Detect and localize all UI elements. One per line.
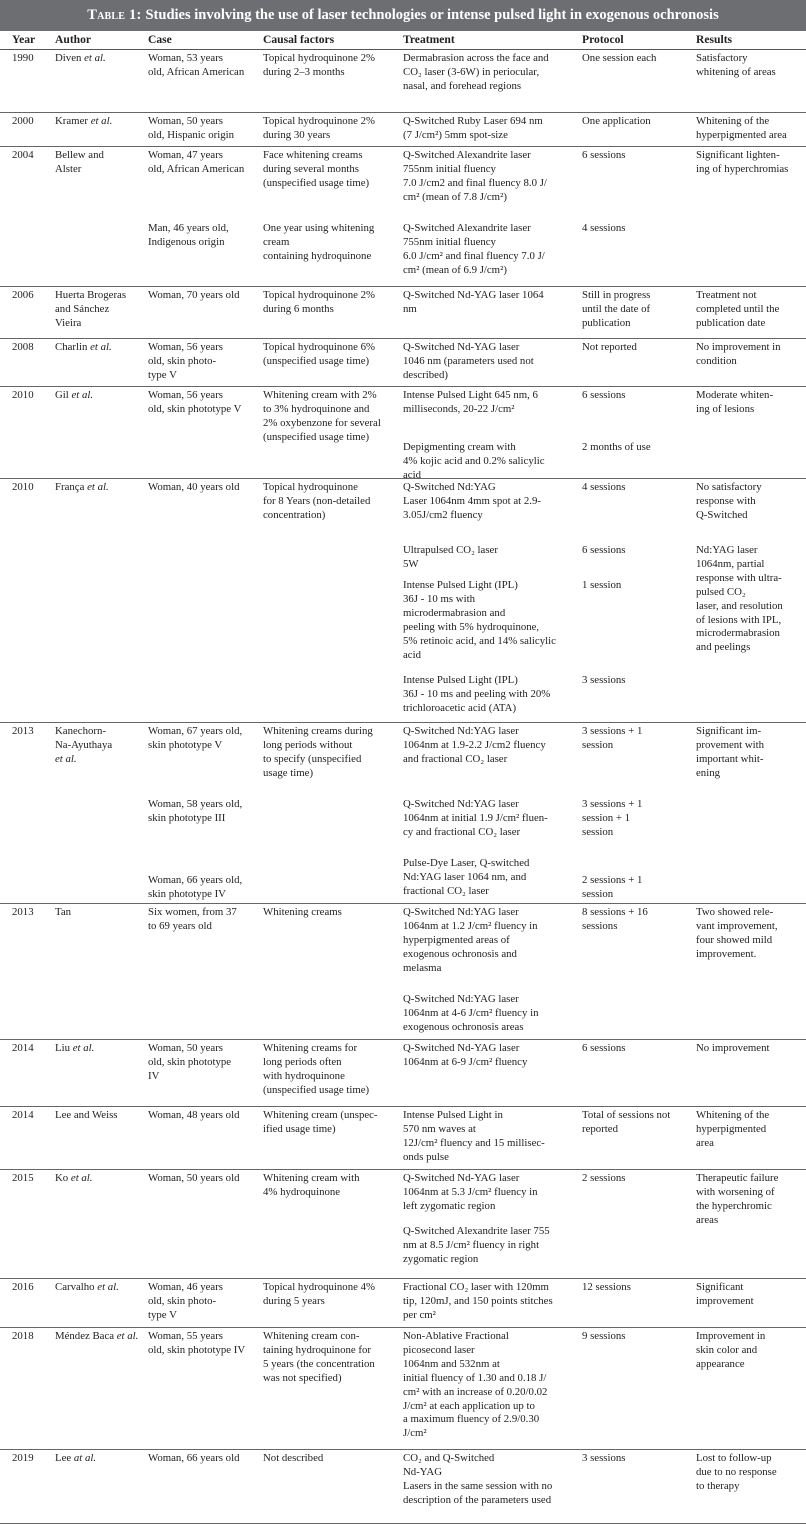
- cell-year: 2018: [12, 1330, 34, 1342]
- table-row: [0, 478, 806, 723]
- cell-year: 2008: [12, 341, 34, 353]
- cell-treatment: Q-Switched Nd:YAG laser 1064nm at 1.9-2.2 J/cm2 fluency and fractional CO₂ laser: [403, 725, 546, 765]
- cell-treatment: Q-Switched Nd:YAG Laser 1064nm 4mm spot at 2.9- 3.05J/cm2 fluency: [403, 481, 541, 521]
- cell-result: Lost to follow-up due to no response to therapy: [696, 1452, 777, 1492]
- cell-treatment: Intense Pulsed Light (IPL) 36J - 10 ms with microdermabrasion and peeling with 5% hydroquinone, 5% retinoic acid, and 14% salicylic acid: [403, 579, 556, 661]
- table-row: [0, 1106, 806, 1170]
- cell-treatment: Dermabrasion across the face and CO₂ laser (3-6W) in periocular, nasal, and forehead regions: [403, 52, 549, 92]
- author-et-al: et al.: [90, 341, 112, 353]
- author-et-al: et al.: [71, 389, 94, 401]
- cell-author: [55, 906, 145, 920]
- author-name: Diven: [55, 52, 82, 64]
- cell-author: [55, 289, 145, 331]
- cell-case: Man, 46 years old, Indigenous origin: [148, 222, 229, 248]
- author-et-al: et al.: [84, 52, 106, 64]
- cell-treatment: Intense Pulsed Light (IPL) 36J - 10 ms and peeling with 20% trichloroacetic acid (ATA): [403, 674, 551, 714]
- cell-year: 2014: [12, 1109, 34, 1121]
- cell-protocol: 12 sessions: [582, 1281, 631, 1293]
- author-name: Kramer: [55, 115, 88, 127]
- table-row: [0, 286, 806, 339]
- cell-year: 2010: [12, 481, 34, 493]
- author-et-al: et al.: [116, 1330, 139, 1342]
- table-row: [0, 903, 806, 1040]
- cell-author: [55, 481, 145, 495]
- header-author: Author: [55, 33, 92, 46]
- cell-protocol: 4 sessions: [582, 481, 626, 493]
- cell-causal-factor: Not described: [263, 1452, 324, 1464]
- cell-result: Whitening of the hyperpigmented area: [696, 115, 787, 141]
- cell-causal-factor: Topical hydroquinone 4% during 5 years: [263, 1281, 375, 1307]
- author-name: Méndez Baca: [55, 1330, 115, 1342]
- cell-protocol: 1 session: [582, 579, 622, 591]
- cell-year: 2000: [12, 115, 34, 127]
- cell-author: [55, 1452, 145, 1466]
- author-et-al: et al.: [90, 115, 113, 127]
- cell-treatment: Q-Switched Nd-YAG laser 1064nm at 5.3 J/cm² fluency in left zygomatic region: [403, 1172, 538, 1212]
- cell-treatment: Q-Switched Nd:YAG laser 1064nm at initial 1.9 J/cm² fluen- cy and fractional CO₂ laser: [403, 798, 548, 838]
- table-row: [0, 1327, 806, 1450]
- author-name: Lee and Weiss: [55, 1109, 118, 1121]
- cell-causal-factor: Topical hydroquinone 2% during 6 months: [263, 289, 375, 315]
- author-name: Kanechorn- Na-Ayuthaya: [55, 725, 113, 751]
- cell-author: [55, 52, 145, 66]
- cell-case: Woman, 67 years old, skin phototype V: [148, 725, 243, 751]
- cell-causal-factor: Whitening creams: [263, 906, 342, 918]
- cell-treatment: Q-Switched Alexandrite laser 755nm initial fluency 7.0 J/cm2 and final fluency 8.0 J/ cm² (mean of 7.8 J/cm²): [403, 149, 547, 203]
- cell-causal-factor: Topical hydroquinone 6% (unspecified usage time): [263, 341, 375, 367]
- author-name: Tan: [55, 906, 72, 918]
- header-protocol: Protocol: [582, 33, 624, 46]
- cell-case: Woman, 66 years old: [148, 1452, 240, 1464]
- cell-protocol: 6 sessions: [582, 389, 626, 401]
- author-name: Carvalho: [55, 1281, 95, 1293]
- cell-author: [55, 1330, 145, 1344]
- cell-causal-factor: Face whitening creams during several months (unspecified usage time): [263, 149, 370, 189]
- table-row: [0, 1169, 806, 1279]
- cell-causal-factor: Whitening cream (unspec- ified usage time): [263, 1109, 378, 1135]
- cell-treatment: Q-Switched Nd-YAG laser 1064nm at 6-9 J/cm² fluency: [403, 1042, 528, 1068]
- table-row: [0, 1039, 806, 1107]
- author-et-al: et al.: [87, 481, 109, 493]
- cell-treatment: Q-Switched Ruby Laser 694 nm (7 J/cm²) 5mm spot-size: [403, 115, 543, 141]
- cell-protocol: 4 sessions: [582, 222, 626, 234]
- cell-treatment: Q-Switched Nd:YAG laser 1064nm at 1.2 J/cm² fluency in hyperpigmented areas of exogenous ochronosis and melasma: [403, 906, 538, 974]
- cell-causal-factor: Topical hydroquinone 2% during 30 years: [263, 115, 375, 141]
- cell-causal-factor: Whitening cream with 4% hydroquinone: [263, 1172, 360, 1198]
- cell-case: Woman, 40 years old: [148, 481, 240, 493]
- cell-year: 2013: [12, 906, 34, 918]
- cell-causal-factor: Whitening cream con- taining hydroquinone for 5 years (the concentration was not specified): [263, 1330, 375, 1384]
- cell-treatment: Q-Switched Alexandrite laser 755 nm at 8.5 J/cm² fluency in right zygomatic region: [403, 1225, 550, 1265]
- cell-causal-factor: Topical hydroquinone 2% during 2–3 months: [263, 52, 375, 78]
- cell-year: 2019: [12, 1452, 34, 1464]
- cell-result: Therapeutic failure with worsening of the hyperchromic areas: [696, 1172, 779, 1226]
- cell-treatment: Q-Switched Nd-YAG laser 1046 nm (parameters used not described): [403, 341, 534, 381]
- cell-treatment: Non-Ablative Fractional picosecond laser 1064nm and 532nm at initial fluency of 1.30 and 0.18 J/ cm² with an increase of 0.20/0.02 J/cm² at each application up to a maximum fluency of 2.9/0.30 J/cm²: [403, 1330, 548, 1440]
- cell-protocol: 6 sessions: [582, 1042, 626, 1054]
- cell-treatment: Fractional CO₂ laser with 120mm tip, 120mJ, and 150 points stitches per cm²: [403, 1281, 553, 1321]
- cell-author: [55, 115, 145, 129]
- cell-protocol: 9 sessions: [582, 1330, 626, 1342]
- cell-protocol: Still in progress until the date of publication: [582, 289, 651, 329]
- table-row: [0, 386, 806, 479]
- cell-protocol: 3 sessions: [582, 674, 626, 686]
- cell-case: Woman, 56 years old, skin phototype V: [148, 389, 242, 415]
- table-row: [0, 338, 806, 387]
- cell-treatment: CO₂ and Q-Switched Nd-YAG Lasers in the same session with no description of the parameters used: [403, 1452, 553, 1506]
- cell-result: Significant lighten- ing of hyperchromias: [696, 149, 789, 175]
- cell-treatment: Q-Switched Alexandrite laser 755nm initial fluency 6.0 J/cm² and final fluency 7.0 J/ cm² (mean of 6.9 J/cm²): [403, 222, 545, 276]
- cell-protocol: 3 sessions: [582, 1452, 626, 1464]
- cell-case: Woman, 55 years old, skin phototype IV: [148, 1330, 246, 1356]
- cell-year: 2006: [12, 289, 34, 301]
- table-row: [0, 1449, 806, 1524]
- cell-case: Woman, 53 years old, African American: [148, 52, 245, 78]
- header-results: Results: [696, 33, 733, 46]
- cell-author: [55, 1281, 145, 1295]
- cell-result: Nd:YAG laser 1064nm, partial response with ultra- pulsed CO₂ laser, and resolution of lesions with IPL, microdermabrasion and peelings: [696, 544, 783, 654]
- cell-year: 2004: [12, 149, 34, 161]
- cell-result: Satisfactory whitening of areas: [696, 52, 776, 78]
- cell-case: Woman, 50 years old: [148, 1172, 240, 1184]
- cell-result: Treatment not completed until the publication date: [696, 289, 780, 329]
- author-name: Ko: [55, 1172, 69, 1184]
- cell-author: [55, 1042, 145, 1056]
- cell-treatment: Ultrapulsed CO₂ laser 5W: [403, 544, 498, 570]
- cell-protocol: 8 sessions + 16 sessions: [582, 906, 648, 932]
- author-name: Gil: [55, 389, 69, 401]
- cell-author: [55, 389, 145, 403]
- cell-protocol: 3 sessions + 1 session + 1 session: [582, 798, 643, 838]
- cell-protocol: 6 sessions: [582, 544, 626, 556]
- author-name: Bellew and Alster: [55, 149, 104, 175]
- header-treatment: Treatment: [403, 33, 455, 46]
- cell-protocol: 6 sessions: [582, 149, 626, 161]
- cell-protocol: Not reported: [582, 341, 637, 353]
- table-row: [0, 1278, 806, 1328]
- cell-author: [55, 1109, 145, 1123]
- table-row: [0, 112, 806, 147]
- cell-case: Woman, 56 years old, skin photo- type V: [148, 341, 223, 381]
- author-name: França: [55, 481, 85, 493]
- cell-case: Six women, from 37 to 69 years old: [148, 906, 237, 932]
- author-et-al: et al.: [72, 1042, 95, 1054]
- cell-author: [55, 725, 145, 767]
- author-et-al: at al.: [73, 1452, 97, 1464]
- cell-year: 2014: [12, 1042, 34, 1054]
- header-case: Case: [148, 33, 172, 46]
- cell-protocol: 2 sessions + 1 session: [582, 874, 643, 900]
- cell-year: 2010: [12, 389, 34, 401]
- cell-protocol: 2 sessions: [582, 1172, 626, 1184]
- author-et-al: et al.: [97, 1281, 119, 1293]
- table-row: [0, 49, 806, 113]
- cell-result: Moderate whiten- ing of lesions: [696, 389, 774, 415]
- cell-year: 2015: [12, 1172, 34, 1184]
- author-et-al: et al.: [70, 1172, 93, 1184]
- cell-case: Woman, 50 years old, Hispanic origin: [148, 115, 235, 141]
- cell-result: Two showed rele- vant improvement, four showed mild improvement.: [696, 906, 778, 960]
- author-name: Liu: [55, 1042, 70, 1054]
- cell-case: Woman, 50 years old, skin phototype IV: [148, 1042, 232, 1082]
- cell-causal-factor: Topical hydroquinone for 8 Years (non-detailed concentration): [263, 481, 371, 521]
- cell-causal-factor: Whitening creams for long periods often with hydroquinone (unspecified usage time): [263, 1042, 370, 1096]
- cell-result: Whitening of the hyperpigmented area: [696, 1109, 770, 1149]
- author-et-al: et al.: [55, 752, 77, 765]
- cell-case: Woman, 66 years old, skin phototype IV: [148, 874, 243, 900]
- cell-causal-factor: Whitening cream with 2% to 3% hydroquinone and 2% oxybenzone for several (unspecified usage time): [263, 389, 381, 443]
- cell-year: 2013: [12, 725, 34, 737]
- cell-year: 1990: [12, 52, 34, 64]
- cell-case: Woman, 70 years old: [148, 289, 240, 301]
- cell-result: No improvement: [696, 1042, 770, 1054]
- cell-treatment: Intense Pulsed Light in 570 nm waves at 12J/cm² fluency and 15 millisec- onds pulse: [403, 1109, 545, 1163]
- cell-author: [55, 1172, 145, 1186]
- table-header-row: [0, 31, 806, 50]
- author-name: Huerta Brogeras and Sánchez Vieira: [55, 289, 127, 329]
- cell-result: Significant improvement: [696, 1281, 754, 1307]
- cell-treatment: Pulse-Dye Laser, Q-switched Nd:YAG laser 1064 nm, and fractional CO₂ laser: [403, 857, 530, 897]
- table-row: [0, 722, 806, 904]
- cell-case: Woman, 46 years old, skin photo- type V: [148, 1281, 223, 1321]
- cell-protocol: 3 sessions + 1 session: [582, 725, 643, 751]
- author-name: Charlin: [55, 341, 88, 353]
- cell-result: Improvement in skin color and appearance: [696, 1330, 766, 1370]
- cell-causal-factor: Whitening creams during long periods without to specify (unspecified usage time): [263, 725, 373, 779]
- cell-treatment: Intense Pulsed Light 645 nm, 6 milliseconds, 20-22 J/cm²: [403, 389, 538, 415]
- cell-case: Woman, 58 years old, skin phototype III: [148, 798, 243, 824]
- cell-case: Woman, 47 years old, African American: [148, 149, 245, 175]
- cell-treatment: Q-Switched Nd-YAG laser 1064 nm: [403, 289, 544, 315]
- cell-year: 2016: [12, 1281, 34, 1293]
- cell-protocol: 2 months of use: [582, 441, 651, 453]
- table-caption-text: Studies involving the use of laser technologies or intense pulsed light in exogenous ochronosis: [145, 7, 719, 23]
- cell-causal-factor: One year using whitening cream containing hydroquinone: [263, 222, 375, 262]
- table-caption: [0, 0, 806, 31]
- cell-case: Woman, 48 years old: [148, 1109, 240, 1121]
- cell-treatment: Depigmenting cream with 4% kojic acid and 0.2% salicylic acid: [403, 441, 545, 481]
- cell-treatment: Q-Switched Nd:YAG laser 1064nm at 4-6 J/cm² fluency in exogenous ochronosis areas: [403, 993, 539, 1033]
- author-name: Lee: [55, 1452, 72, 1464]
- cell-result: No satisfactory response with Q-Switched: [696, 481, 762, 521]
- header-year: Year: [12, 33, 36, 46]
- cell-author: [55, 341, 145, 355]
- cell-author: [55, 149, 145, 177]
- table-row: [0, 146, 806, 287]
- header-causal-factors: Causal factors: [263, 33, 335, 46]
- table-caption-label: Table 1:: [87, 7, 142, 23]
- cell-protocol: One session each: [582, 52, 657, 64]
- cell-protocol: One application: [582, 115, 651, 127]
- cell-result: No improvement in condition: [696, 341, 781, 367]
- cell-result: Significant im- provement with important whit- ening: [696, 725, 765, 779]
- cell-protocol: Total of sessions not reported: [582, 1109, 671, 1135]
